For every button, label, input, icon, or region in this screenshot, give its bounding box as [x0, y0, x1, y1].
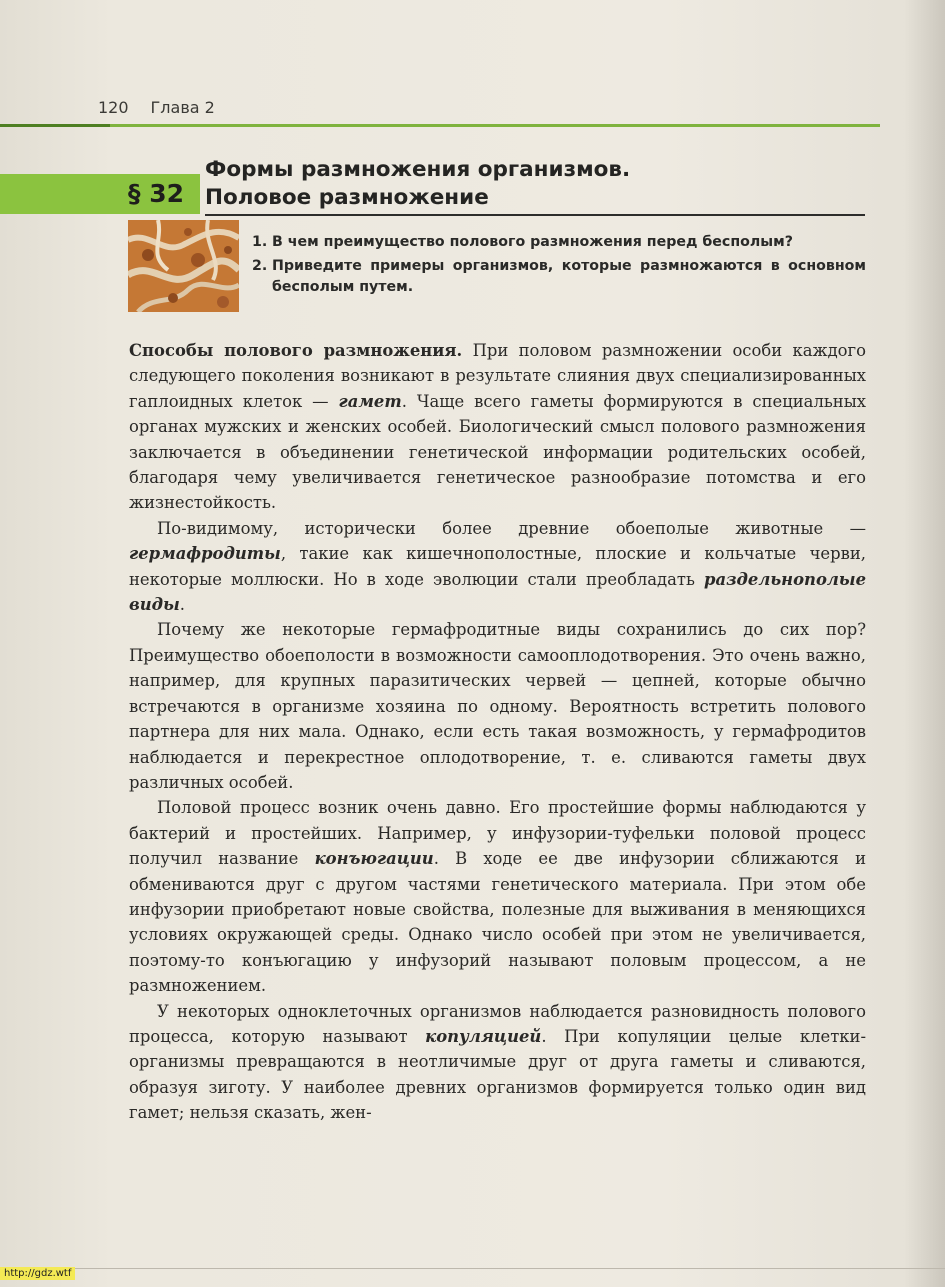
term-gamety: гамет [338, 391, 402, 411]
chapter-label: Глава 2 [150, 98, 215, 117]
paragraph-4-part-b: . В ходе ее две инфузории сближаются и обмениваются друг с другом частями генетического материала. При этом обе инфузории приобретают новые свойства, полезные для выживания в меняющихся условиях окружающей среды. Однако число особей при этом не увеличивается, поэтому-то конъюгацию у инфузорий называют половым процессом, а не размножением. [129, 849, 866, 996]
microscope-tissue-image [128, 220, 239, 312]
paragraph-3: Почему же некоторые гермафродитные виды сохранились до сих пор? Преимущество обоеполости в возможности самооплодотворения. Это очень важно, например, для крупных паразитических червей — цепней, которые обычно встречаются в организме хозяина по одному. Вероятность встретить полового партнера для них мала. Однако, если есть такая возможность, у гермафродитов наблюдается и перекрестное оплодотворение, т. е. сливаются гаметы двух различных особей. [129, 620, 866, 792]
section-number: § 32 [128, 179, 184, 208]
paragraph-1-part-a: При половом размножении особи каждого следующего поколения возникают в результате слияния двух специализированных гаплоидных клеток — [129, 341, 866, 411]
section-title-line-1: Формы размножения организмов. [205, 157, 631, 182]
main-text [129, 338, 866, 1126]
page-number: 120 [98, 98, 129, 117]
header-rule-accent [0, 124, 110, 127]
term-germafrodity: гермафродиты [129, 544, 281, 564]
paragraph-5 [129, 999, 866, 1126]
paragraph-2-part-a: По-видимому, исторически более древние обоеполые животные — [157, 518, 866, 538]
question-2-number: 2. [252, 257, 268, 274]
paragraph-1-heading: Способы полового размножения. [129, 341, 463, 360]
question-1-text: В чем преимущество полового размножения перед бесполым? [272, 234, 793, 250]
paragraph-1-part-b: . Чаще всего гаметы формируются в специальных органах мужских и женских особей. Биологический смысл полового размножения заключается в объединении генетической информации родительских особей, благодаря чему увеличивается генетическое разнообразие потомства и его жизнестойкость. [129, 391, 866, 513]
paragraph-5-part-b: . При копуляции целые клетки-организмы превращаются в неотличимые друг от друга гаметы и сливаются, образуя зиготу. У наиболее древних организмов формируется только один вид гамет; нельзя сказать, жен- [129, 1026, 866, 1123]
section-title-line-2: Половое размножение [205, 185, 489, 210]
term-razdelnopolye-vidy: раздельнополые виды [129, 569, 866, 615]
page-bottom-edge [0, 1268, 945, 1269]
running-head [98, 98, 215, 117]
paragraph-2 [129, 516, 866, 618]
header-rule [0, 124, 880, 127]
paragraph-2-part-c: . [179, 595, 185, 615]
paragraph-4-part-a: Половой процесс возник очень давно. Его простейшие формы наблюдаются у бактерий и простейших. Например, у инфузории-туфельки половой процесс получил название [129, 798, 866, 869]
question-1-number: 1. [252, 234, 268, 250]
question-2 [252, 256, 866, 299]
book-gutter-shadow [905, 0, 945, 1287]
section-title [205, 156, 630, 212]
term-kopulyatsiya: копуляцией [425, 1026, 542, 1046]
paragraph-2-part-b: , такие как кишечнополостные, плоские и кольчатые черви, некоторые моллюски. Но в ходе эволюции стали преобладать [129, 544, 866, 589]
question-2-text: Приведите примеры организмов, которые размножаются в основном бесполым путем. [272, 257, 866, 295]
title-rule [205, 214, 865, 216]
question-1 [252, 232, 866, 254]
review-questions [252, 232, 866, 301]
paragraph-4 [129, 795, 866, 998]
term-konyugatsiya: конъюгации [314, 849, 434, 869]
paragraph-5-part-a: У некоторых одноклеточных организмов наблюдается разновидность полового процесса, которую называют [129, 1001, 866, 1046]
watermark-link[interactable]: http://gdz.wtf [0, 1267, 75, 1280]
paragraph-1 [129, 338, 866, 516]
